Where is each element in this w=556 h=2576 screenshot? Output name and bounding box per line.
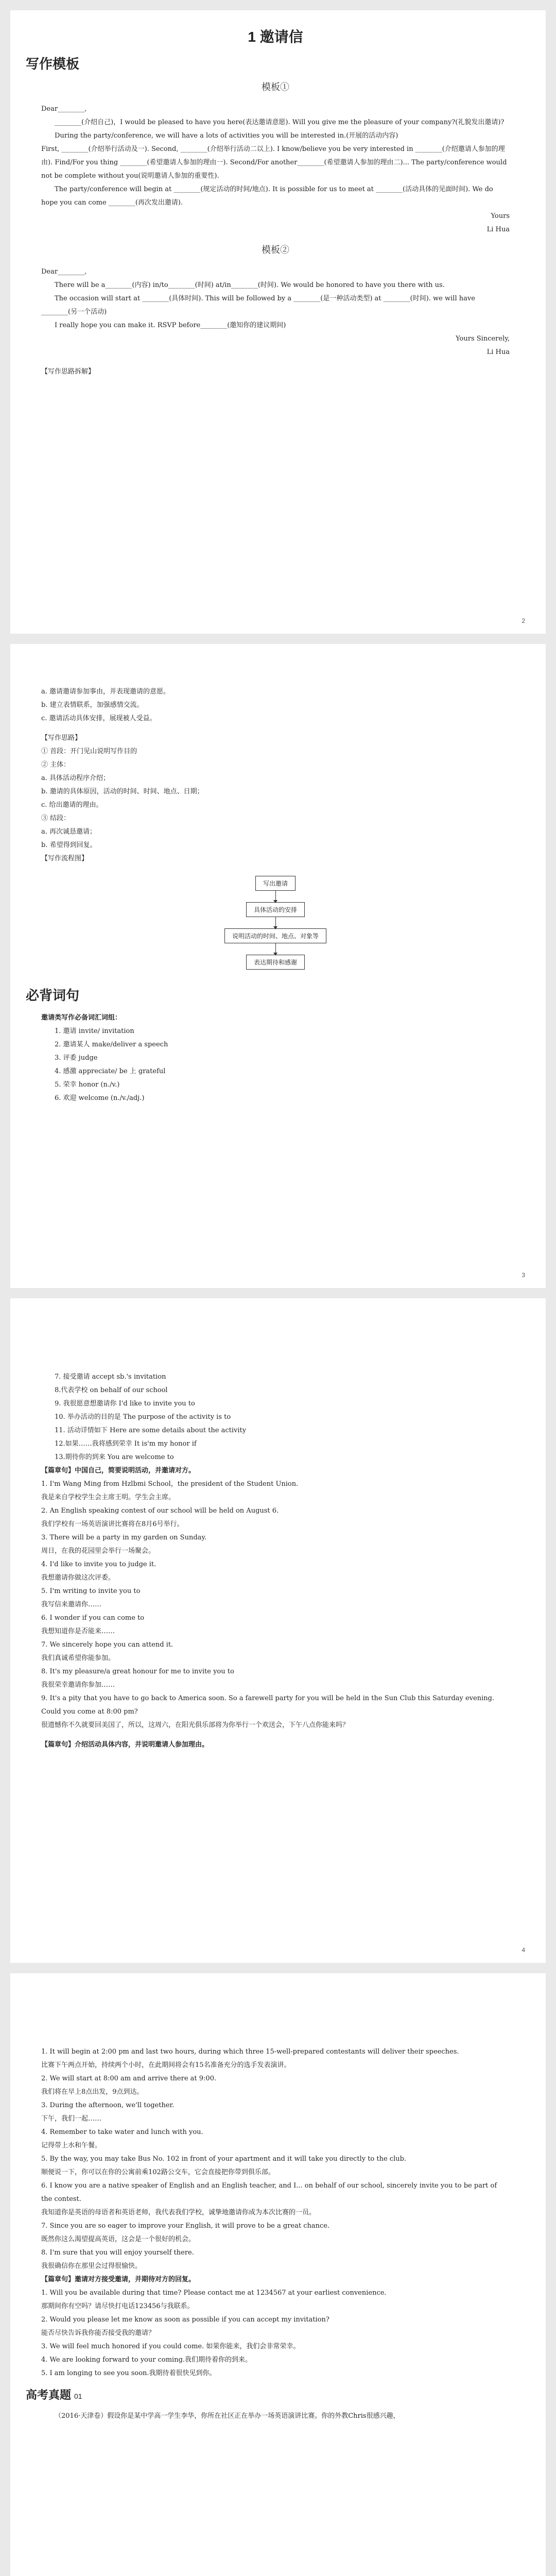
sentence: 3. During the afternoon, we'll together. (41, 2102, 175, 2109)
sentence: 下午，我们一起…… (41, 2115, 102, 2123)
sentence: 顺便说一下，你可以在你的公寓前乘102路公交车，它会直接把你带到俱乐部。 (41, 2168, 275, 2176)
vocab-title: 必背词句 (26, 988, 80, 1003)
vocab-subtitle: 邀请类写作必备词汇词组： (41, 1014, 122, 1022)
vocab-item: 12.如果……我将感到荣幸 It is'm my honor if (55, 1440, 197, 1448)
sentence: 记得带上水和午餐。 (41, 2142, 102, 2149)
template1-paragraph: During the party/conference, we will have a lots of activities you will be interested in.(开展的活动内容) (55, 132, 398, 140)
flow-arrow (275, 917, 276, 928)
outline-line: 【写作思路】 (41, 734, 82, 742)
sentence: 那期间你有空吗？请尽快打电话123456与我联系。 (41, 2302, 194, 2310)
outline-line: c. 给出邀请的理由。 (41, 801, 103, 809)
sentence: 1. It will begin at 2:00 pm and last two hours, during which three 15-well-prepared contestants will deliver their speeches. (41, 2048, 459, 2056)
page-3 (10, 1298, 546, 1963)
outline-line: c. 邀请活动具体安排，展现被人受益。 (41, 715, 157, 722)
sentence: 我们学校有一场英语演讲比赛将在8月6号举行。 (41, 1520, 184, 1528)
vocab-item: 4. 感激 appreciate/ be 上 grateful (55, 1067, 166, 1075)
sentence: 能否尽快告诉我你能否接受我的邀请？ (41, 2329, 155, 2337)
vocab-item: 7. 接受邀请 accept sb.'s invitation (55, 1373, 166, 1381)
flow-arrow (275, 891, 276, 902)
flow-step: 说明活动的时间、地点、对象等 (224, 928, 326, 943)
sentence: 2. An English speaking contest of our school will be held on August 6. (41, 1507, 279, 1515)
template2-paragraph: The occasion will start at ________(具体时间). This will be followed by a ________(是一种活动类型) at ________(时间). we will have ________(另一个活动) (41, 295, 475, 316)
vocab-item: 6. 欢迎 welcome (n./v./adj.) (55, 1094, 145, 1102)
sentence: 我很确信你在那里会过得很愉快。 (41, 2262, 142, 2270)
sentence-heading: 【篇章句】介绍活动具体内容，并说明邀请人参加理由。 (41, 1741, 209, 1749)
sentence: 6. I know you are a native speaker of English and an English teacher, and I... on behalf of our school, sincerely invite you to be part of the contest. (41, 2182, 497, 2203)
page-number: 2 (522, 617, 525, 624)
template2-greeting: Dear________, (41, 268, 87, 276)
sentence: 8. It's my pleasure/a great honour for me to invite you to (41, 1668, 234, 1675)
sentence-heading: 【篇章句】邀请对方接受邀请，并期待对方的回复。 (41, 2276, 196, 2283)
exam-code: 01 (74, 2392, 82, 2400)
sentence: 1. I'm Wang Ming from Hzlbmi School，the president of the Student Union. (41, 1480, 299, 1488)
outline-line: ① 首段：开门见山说明写作目的 (41, 748, 137, 755)
chapter-title: 1 邀请信 (248, 29, 303, 45)
sentence: 我写信来邀请你…… (41, 1601, 102, 1608)
flow-arrow (275, 943, 276, 955)
template1-greeting: Dear________, (41, 105, 87, 113)
sentence: 5. By the way, you may take Bus No. 102 in front of your apartment and it will take you directly to the club. (41, 2155, 407, 2163)
page-2 (10, 644, 546, 1288)
sentence: 我很荣幸邀请你参加…… (41, 1681, 115, 1689)
template1-closing: Yours (491, 212, 510, 220)
sentence: 2. We will start at 8:00 am and arrive there at 9:00. (41, 2075, 217, 2082)
template1-paragraph: The party/conference will begin at ________(规定活动的时间/地点). It is possible for us to meet at ________(活动具体的见面时间). We do hope you can come ________(再次发出邀请). (41, 185, 493, 207)
sentence: 7. We sincerely hope you can attend it. (41, 1641, 173, 1649)
sentence: 4. I'd like to invite you to judge it. (41, 1561, 157, 1568)
vocab-item: 3. 评委 judge (55, 1054, 98, 1062)
sentence: 我知道你是英语的母语者和英语老师，我代表我们学校，诚挚地邀请你成为本次比赛的一员。 (41, 2209, 316, 2216)
sentence: 4. Remember to take water and lunch with you. (41, 2128, 203, 2136)
template2-signature: Li Hua (486, 348, 510, 356)
sentence: 比赛下午两点开始，持续两个小时，在此期间将会有15名准备充分的选手发表演讲。 (41, 2061, 291, 2069)
exam-title: 高考真题 01 (26, 2388, 82, 2401)
outline-line: 【写作流程图】 (41, 855, 89, 862)
vocab-item: 2. 邀请某人 make/deliver a speech (55, 1041, 168, 1048)
sentence: 7. Since you are so eager to improve your English, it will prove to be a great chance. (41, 2222, 330, 2230)
sentence: 3. There will be a party in my garden on Sunday. (41, 1534, 207, 1541)
outline-line: a. 邀请邀请参加事由，并表现邀请的意愿。 (41, 688, 170, 696)
flowchart (41, 876, 510, 970)
page-1 (10, 10, 546, 634)
vocab-item: 10. 举办活动的目的是 The purpose of the activity is to (55, 1413, 231, 1421)
sentence: 我们将在早上8点出发，9点到达。 (41, 2088, 144, 2096)
vocab-item: 11. 活动详情如下 Here are some details about the activity (55, 1427, 247, 1434)
outline-line: ② 主体： (41, 761, 71, 769)
template1-heading: 模板① (262, 82, 289, 93)
template2-closing: Yours Sincerely, (456, 335, 510, 343)
flow-step: 具体活动的安排 (246, 902, 305, 917)
vocab-item: 5. 荣幸 honor (n./v.) (55, 1081, 120, 1089)
sentence: 8. I'm sure that you will enjoy yourself there. (41, 2249, 194, 2257)
outline-line: a. 具体活动程序介绍； (41, 774, 110, 782)
sentence: 周日，在我的花园里会举行一场聚会。 (41, 1547, 155, 1555)
vocab-item: 1. 邀请 invite/ invitation (55, 1027, 134, 1035)
outline-line: b. 希望得到回复。 (41, 841, 97, 849)
page-number: 4 (522, 1946, 525, 1954)
template2-heading: 模板② (262, 245, 289, 256)
sentence: 我想邀请你做这次评委。 (41, 1574, 115, 1582)
vocab-item: 9. 我很愿意想邀请你 I'd like to invite you to (55, 1400, 195, 1408)
template2-paragraph: There will be a________(内容) in/to________(时间) at/in________(时间). We would be honored to have you there with us. (55, 281, 445, 289)
flow-step: 写出邀请 (255, 876, 296, 891)
sentence: 1. Will you be available during that time? Please contact me at 1234567 at your earliest convenience. (41, 2289, 387, 2297)
sentence-heading: 【篇章句】中国自己，简要说明活动，并邀请对方。 (41, 1467, 196, 1475)
template1-signature: Li Hua (486, 226, 510, 233)
outline-line: b. 邀请的具体原因，活动的时间、时间、地点、日期； (41, 788, 204, 795)
template1-paragraph: ________(介绍自己)，I would be pleased to have you here(表达邀请意愿). Will you give me the pleasure of your company?(礼貌发出邀请)? (55, 118, 505, 126)
exam-intro: （2016·天津卷）假设你是某中学高一学生李华，你所在社区正在举办一场英语演讲比赛。你的外教Chris很感兴趣， (55, 2412, 400, 2420)
sentence: 3. We will feel much honored if you could come. 如果你能来，我们会非常荣幸。 (41, 2343, 300, 2350)
vocab-item: 13.期待你的到来 You are welcome to (55, 1453, 174, 1461)
vocab-item: 8.代表学校 on behalf of our school (55, 1386, 168, 1394)
sentence: 既然你这么渴望提高英语，这会是一个很好的机会。 (41, 2235, 196, 2243)
sentence: 6. I wonder if you can come to (41, 1614, 145, 1622)
sentence: 9. It's a pity that you have to go back to America soon. So a farewell party for you will be held in the Sun Club this Saturday evening. Could you come at 8:00 pm? (41, 1694, 495, 1716)
sentence: 我们真诚希望你能参加。 (41, 1654, 115, 1662)
sentence: 很遗憾你不久就要回美国了，所以，这周六，在阳光俱乐部将为你举行一个欢送会，下午八点你能来吗？ (41, 1721, 350, 1729)
outline-line: a. 再次诚恳邀请； (41, 828, 97, 836)
template2-paragraph: I really hope you can make it. RSVP before________(邀知你的建议期间) (55, 321, 286, 329)
footer-note: 【写作思路拆解】 (41, 368, 95, 376)
flow-step: 表达期待和感谢 (246, 955, 305, 970)
sentence: 2. Would you please let me know as soon as possible if you can accept my invitation? (41, 2316, 329, 2324)
sentence: 我想知道你是否能来…… (41, 1628, 115, 1635)
page-number: 3 (522, 1272, 525, 1279)
outline-line: b. 建立表情联系，加强感情交流。 (41, 701, 144, 709)
sentence: 我是来自学校学生会主席王明。学生会主席。 (41, 1494, 176, 1501)
sentence: 5. I'm writing to invite you to (41, 1587, 141, 1595)
sentence: 5. I am longing to see you soon.我期待着很快见到你。 (41, 2369, 216, 2377)
sentence: 4. We are looking forward to your coming.我们期待着你的到来。 (41, 2356, 252, 2364)
outline-line: ③ 结段： (41, 815, 71, 822)
template1-paragraph: First, ________(介绍举行活动及一). Second, ________(介绍举行活动二以上). I know/believe you be very interested in ________(介绍邀请人参加的理由). Find/For you thing ________(希望邀请人参加的理由一). Second/For another________(希望邀请人参加的理由二)... The party/conference would not be complete without you(说明邀请人参加的重要性). (41, 145, 507, 180)
section-title-template: 写作模板 (26, 56, 80, 72)
page-4 (10, 1973, 546, 2576)
